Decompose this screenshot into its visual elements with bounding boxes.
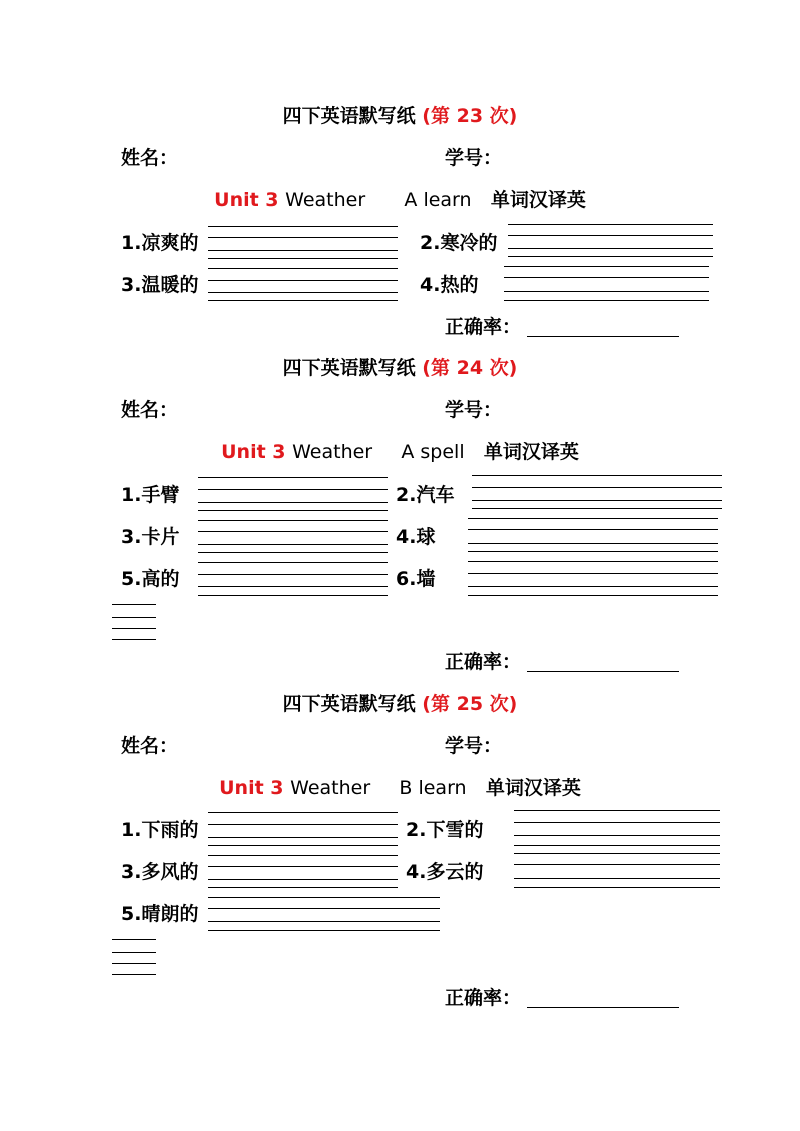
score-field[interactable] — [527, 336, 679, 337]
item-label: 2.汽车 — [396, 484, 455, 506]
item-label: 1.凉爽的 — [121, 232, 199, 254]
item-label: 5.高的 — [121, 568, 180, 590]
task-label: 单词汉译英 — [485, 777, 581, 799]
title-text: 四下英语默写纸 — [282, 357, 416, 379]
item-label: 3.多风的 — [121, 861, 199, 883]
sheet-title — [0, 359, 800, 378]
unit-number: Unit 3 — [214, 189, 279, 211]
unit-heading — [0, 779, 800, 798]
task-label: 单词汉译英 — [490, 189, 586, 211]
score-label: 正确率： — [445, 987, 522, 1009]
issue-number: (第 25 次) — [422, 693, 518, 715]
item-label: 2.下雪的 — [406, 819, 484, 841]
score-field[interactable] — [527, 1007, 679, 1008]
score-label: 正确率： — [445, 651, 522, 673]
title-text: 四下英语默写纸 — [282, 693, 416, 715]
score-label: 正确率： — [445, 316, 522, 338]
name-label: 姓名： — [121, 399, 179, 421]
unit-heading — [0, 191, 800, 210]
id-label: 学号： — [445, 399, 503, 421]
item-label: 4.球 — [396, 526, 436, 548]
id-label: 学号： — [445, 147, 503, 169]
section-label: B learn — [399, 777, 467, 799]
item-label: 6.墙 — [396, 568, 436, 590]
item-label: 1.下雨的 — [121, 819, 199, 841]
unit-heading — [0, 443, 800, 462]
item-label: 4.热的 — [420, 274, 479, 296]
unit-topic: Weather — [292, 441, 373, 463]
issue-number: (第 23 次) — [422, 105, 518, 127]
unit-topic: Weather — [290, 777, 371, 799]
task-label: 单词汉译英 — [483, 441, 579, 463]
item-label: 3.温暖的 — [121, 274, 199, 296]
section-label: A spell — [401, 441, 465, 463]
sheet-title — [0, 107, 800, 126]
unit-number: Unit 3 — [221, 441, 286, 463]
item-label: 5.晴朗的 — [121, 903, 199, 925]
sheet-title — [0, 695, 800, 714]
issue-number: (第 24 次) — [422, 357, 518, 379]
section-label: A learn — [404, 189, 472, 211]
item-label: 2.寒冷的 — [420, 232, 498, 254]
item-label: 1.手臂 — [121, 484, 180, 506]
name-label: 姓名： — [121, 735, 179, 757]
id-label: 学号： — [445, 735, 503, 757]
score-field[interactable] — [527, 671, 679, 672]
unit-topic: Weather — [285, 189, 366, 211]
unit-number: Unit 3 — [219, 777, 284, 799]
title-text: 四下英语默写纸 — [282, 105, 416, 127]
item-label: 3.卡片 — [121, 526, 180, 548]
name-label: 姓名： — [121, 147, 179, 169]
item-label: 4.多云的 — [406, 861, 484, 883]
